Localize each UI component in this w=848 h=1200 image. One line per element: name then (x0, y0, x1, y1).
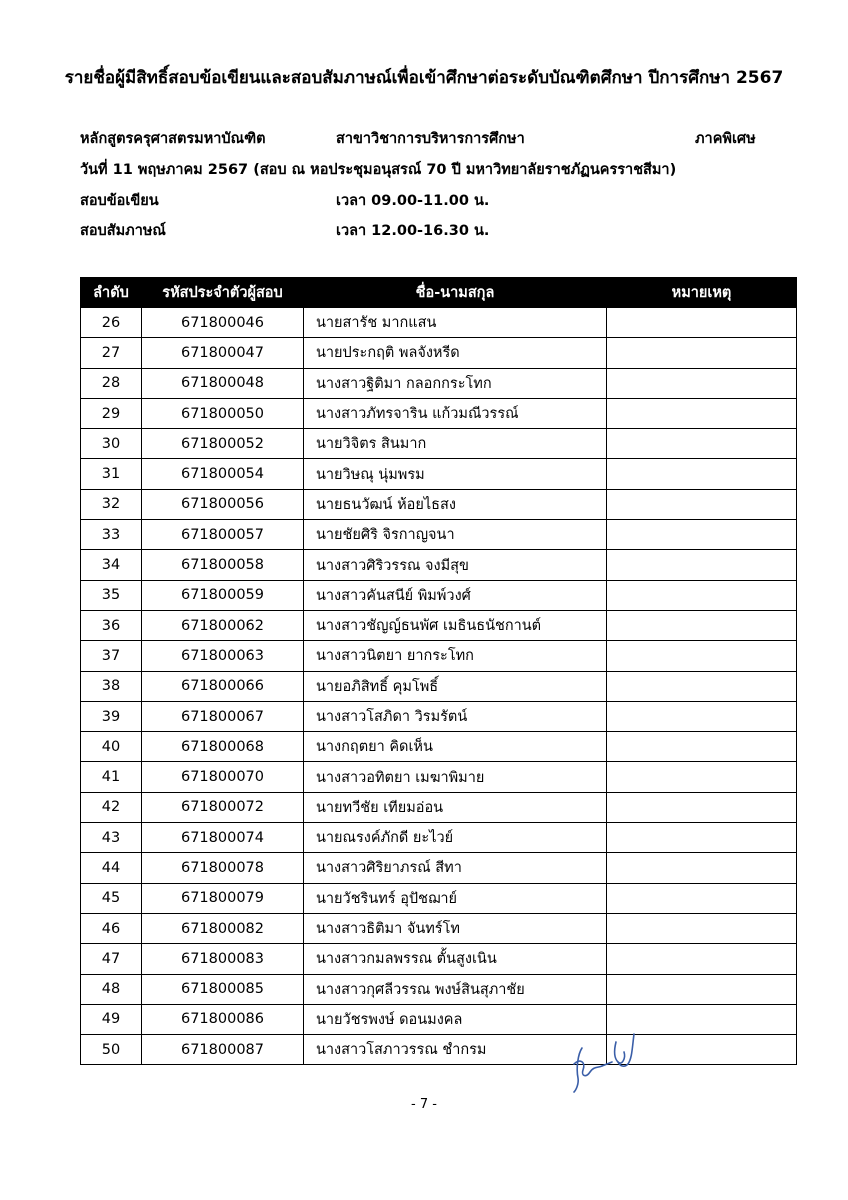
table-row (81, 974, 797, 1004)
row-number: 28 (81, 368, 142, 398)
candidate-name: นางสาวศิริวรรณ จงมีสุข (304, 550, 607, 580)
candidate-code: 671800068 (142, 732, 304, 762)
row-number: 46 (81, 913, 142, 943)
candidate-note (607, 459, 797, 489)
table-row (81, 853, 797, 883)
candidate-name: นายวิจิตร สินมาก (304, 429, 607, 459)
table-row (81, 823, 797, 853)
row-number: 47 (81, 944, 142, 974)
table-header-row (81, 278, 797, 308)
row-number: 41 (81, 762, 142, 792)
candidate-name: นางกฤตยา คิดเห็น (304, 732, 607, 762)
candidate-name: นางสาวโสภาวรรณ ชำกรม (304, 1035, 607, 1065)
page-number: - 7 - (411, 1097, 437, 1112)
row-number: 48 (81, 974, 142, 1004)
candidate-note (607, 823, 797, 853)
candidate-name: นางสาวธิติมา จันทร์โท (304, 913, 607, 943)
interview-time: เวลา 12.00-16.30 น. (336, 223, 490, 239)
candidate-note (607, 641, 797, 671)
table-row (81, 429, 797, 459)
row-number: 33 (81, 520, 142, 550)
table-row (81, 550, 797, 580)
row-number: 40 (81, 732, 142, 762)
exam-date-location: วันที่ 11 พฤษภาคม 2567 (สอบ ณ หอประชุมอนุสรณ์ 70 ปี มหาวิทยาลัยราชภัฏนครราชสีมา) (80, 162, 677, 178)
row-number: 29 (81, 398, 142, 428)
table-row (81, 671, 797, 701)
candidate-name: นางสาวโสภิดา วิรมรัตน์ (304, 701, 607, 731)
table-row (81, 641, 797, 671)
row-number: 49 (81, 1004, 142, 1034)
row-number: 26 (81, 308, 142, 338)
candidate-code: 671800086 (142, 1004, 304, 1034)
candidate-code: 671800085 (142, 974, 304, 1004)
row-number: 50 (81, 1035, 142, 1065)
candidate-note (607, 974, 797, 1004)
table-row (81, 338, 797, 368)
header-name: ชื่อ-นามสกุล (304, 278, 607, 308)
candidate-name: นางสาวศิริยาภรณ์ สีทา (304, 853, 607, 883)
candidate-note (607, 762, 797, 792)
date-line (80, 158, 780, 182)
candidate-note (607, 368, 797, 398)
candidate-name: นายประกฤติ พลจังหรีด (304, 338, 607, 368)
candidate-name: นางสาวภัทรจาริน แก้วมณีวรรณ์ (304, 398, 607, 428)
header-note: หมายเหตุ (607, 278, 797, 308)
candidate-name: นางสาวคันสนีย์ พิมพ์วงศ์ (304, 580, 607, 610)
written-exam-time: เวลา 09.00-11.00 น. (336, 193, 490, 209)
candidate-code: 671800078 (142, 853, 304, 883)
table-row (81, 308, 797, 338)
written-exam-label: สอบข้อเขียน (80, 193, 159, 209)
candidate-code: 671800054 (142, 459, 304, 489)
candidate-note (607, 701, 797, 731)
degree-label: หลักสูตรครุศาสตรมหาบัณฑิต (80, 131, 266, 147)
row-number: 35 (81, 580, 142, 610)
candidate-code: 671800057 (142, 520, 304, 550)
row-number: 44 (81, 853, 142, 883)
major-label: สาขาวิชาการบริหารการศึกษา (336, 131, 525, 147)
candidate-note (607, 398, 797, 428)
table-row (81, 520, 797, 550)
candidate-name: นายสารัช มากแสน (304, 308, 607, 338)
row-number: 31 (81, 459, 142, 489)
candidate-code: 671800047 (142, 338, 304, 368)
row-number: 27 (81, 338, 142, 368)
candidate-name: นางสาวกุศลีวรรณ พงษ์สินสุภาชัย (304, 974, 607, 1004)
candidate-code: 671800046 (142, 308, 304, 338)
table-row (81, 1035, 797, 1065)
row-number: 38 (81, 671, 142, 701)
candidate-note (607, 520, 797, 550)
candidate-name: นายวัชรพงษ์ ดอนมงคล (304, 1004, 607, 1034)
header-code: รหัสประจำตัวผู้สอบ (142, 278, 304, 308)
row-number: 39 (81, 701, 142, 731)
candidate-code: 671800048 (142, 368, 304, 398)
section-label: ภาคพิเศษ (695, 131, 756, 147)
row-number: 37 (81, 641, 142, 671)
candidate-note (607, 580, 797, 610)
table-row (81, 459, 797, 489)
candidate-note (607, 792, 797, 822)
candidate-name: นายธนวัฒน์ ห้อยไธสง (304, 489, 607, 519)
candidate-note (607, 338, 797, 368)
candidate-note (607, 671, 797, 701)
table-row (81, 610, 797, 640)
table-row (81, 398, 797, 428)
candidate-code: 671800083 (142, 944, 304, 974)
candidate-code: 671800052 (142, 429, 304, 459)
candidate-note (607, 883, 797, 913)
candidate-note (607, 308, 797, 338)
candidate-name: นางสาวฐิติมา กลอกกระโทก (304, 368, 607, 398)
interview-line (80, 219, 780, 243)
candidate-name: นางสาวชัญญ์ธนพัศ เมธินธนัชกานต์ (304, 610, 607, 640)
candidate-note (607, 944, 797, 974)
candidate-note (607, 610, 797, 640)
candidate-note (607, 913, 797, 943)
table-row (81, 580, 797, 610)
row-number: 32 (81, 489, 142, 519)
table-row (81, 944, 797, 974)
candidate-name: นายวิษณุ นุ่มพรม (304, 459, 607, 489)
table-row (81, 792, 797, 822)
table-row (81, 1004, 797, 1034)
row-number: 45 (81, 883, 142, 913)
candidate-name: นายวัชรินทร์ อุปัชฌาย์ (304, 883, 607, 913)
candidate-code: 671800070 (142, 762, 304, 792)
candidate-code: 671800067 (142, 701, 304, 731)
candidate-name: นางสาวกมลพรรณ ตั้นสูงเนิน (304, 944, 607, 974)
candidate-code: 671800082 (142, 913, 304, 943)
candidate-name: นางสาวนิตยา ยากระโทก (304, 641, 607, 671)
program-line (80, 127, 780, 151)
candidate-code: 671800062 (142, 610, 304, 640)
table-body (81, 308, 797, 1065)
candidate-note (607, 429, 797, 459)
table-row (81, 913, 797, 943)
row-number: 43 (81, 823, 142, 853)
candidate-name: นายทวีชัย เทียมอ่อน (304, 792, 607, 822)
table-row (81, 368, 797, 398)
table-row (81, 762, 797, 792)
interview-label: สอบสัมภาษณ์ (80, 223, 166, 239)
table-row (81, 701, 797, 731)
written-exam-line (80, 189, 780, 213)
handwritten-signature-icon (568, 1028, 638, 1094)
candidate-code: 671800056 (142, 489, 304, 519)
candidate-note (607, 732, 797, 762)
row-number: 42 (81, 792, 142, 822)
candidate-note (607, 550, 797, 580)
candidate-name: นายณรงค์ภักดี ยะไวย์ (304, 823, 607, 853)
candidate-name: นางสาวอทิตยา เมฆาพิมาย (304, 762, 607, 792)
candidate-note (607, 853, 797, 883)
candidate-code: 671800063 (142, 641, 304, 671)
candidate-code: 671800058 (142, 550, 304, 580)
candidate-note (607, 489, 797, 519)
row-number: 30 (81, 429, 142, 459)
table-row (81, 489, 797, 519)
candidate-code: 671800087 (142, 1035, 304, 1065)
table-row (81, 732, 797, 762)
candidate-name: นายอภิสิทธิ์ คุมโพธิ์ (304, 671, 607, 701)
candidate-code: 671800079 (142, 883, 304, 913)
candidate-table (80, 277, 797, 1065)
candidate-code: 671800066 (142, 671, 304, 701)
document-title: รายชื่อผู้มีสิทธิ์สอบข้อเขียนและสอบสัมภาษณ์เพื่อเข้าศึกษาต่อระดับบัณฑิตศึกษา ปีการศึกษา 2567 (64, 68, 784, 88)
candidate-code: 671800074 (142, 823, 304, 853)
header-no: ลำดับ (81, 278, 142, 308)
candidate-code: 671800072 (142, 792, 304, 822)
candidate-name: นายชัยศิริ จิรกาญจนา (304, 520, 607, 550)
row-number: 36 (81, 610, 142, 640)
candidate-code: 671800059 (142, 580, 304, 610)
table-row (81, 883, 797, 913)
row-number: 34 (81, 550, 142, 580)
candidate-code: 671800050 (142, 398, 304, 428)
